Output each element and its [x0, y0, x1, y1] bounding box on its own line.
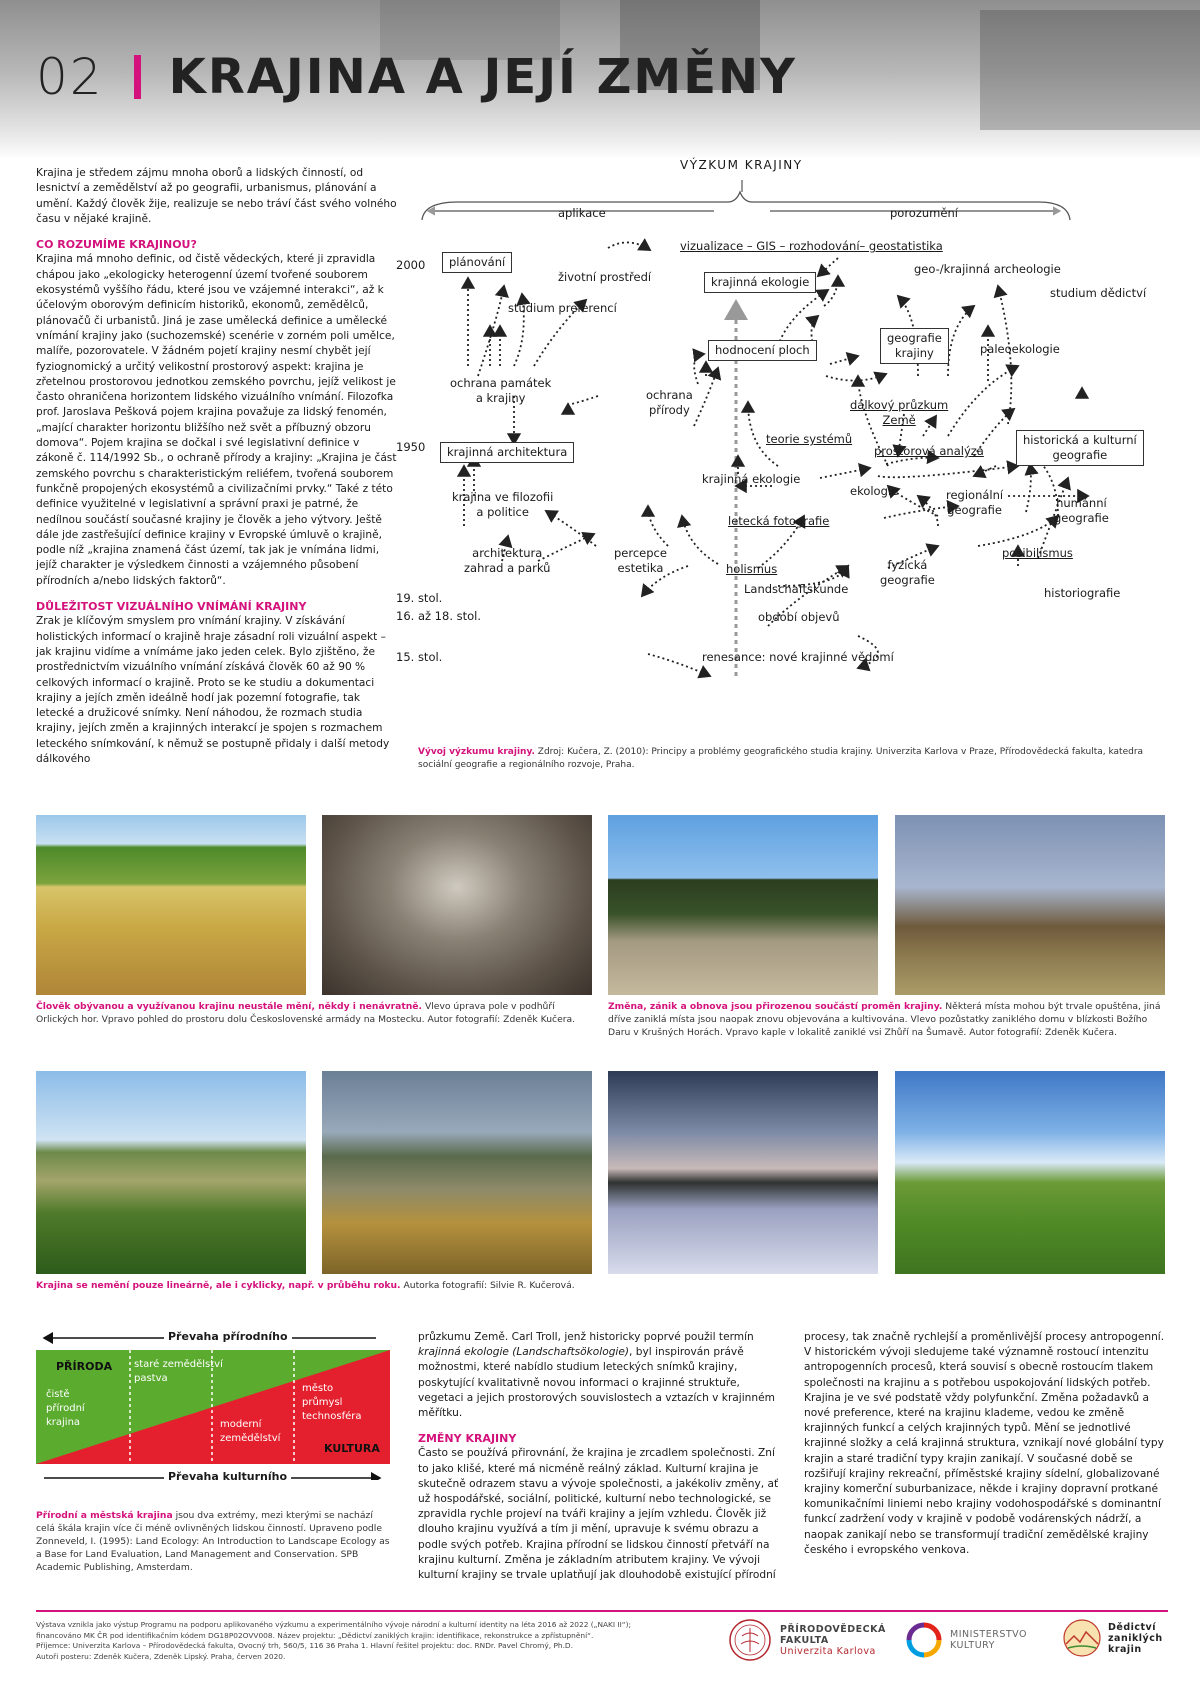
node-physical-geography-l2: geografie [880, 573, 935, 587]
node-human-geography-l2: geografie [1054, 511, 1109, 525]
nature-column-1-l1: čistě [46, 1389, 70, 1400]
project-text-l2: zaniklých [1108, 1632, 1163, 1644]
changes-paragraph: Často se používá přirovnání, že krajina je zrcadlem společnosti. Zní to jako klišé, které má nicméně reálný základ. Kulturní krajina je skutečně odrazem stavu a vývoje společnosti, a jakékoliv změny, ať už hospodářské, sociální, politické, kulturní nebo technologické, se zpravidla rychle projeví na tváři krajiny a jejím vzhledu. Člověk již dlouho krajinu využívá a tím ji mění, upravuje k svému obrazu a podle svých potřeb. Krajina přírodní se lidskou činností přetváří na krajinu kulturní. Změna je základním atributem krajiny. Ve vývoji kulturní krajiny se trvale uplatňují jak dlouhodobě existující přírodní [418, 1447, 779, 1582]
node-aerial-photo: letecká fotografie [728, 514, 830, 528]
photo-season-winter [608, 1071, 878, 1274]
research-evolution-diagram [396, 158, 1170, 746]
node-renaissance: renesance: nové krajinné vědomí [702, 650, 894, 664]
project-text-l1: Dědictví [1108, 1621, 1157, 1633]
node-regional-geography-l1: regionální [946, 488, 1004, 502]
footer-line-2: financováno MK ČR pod identifikačním kódem DG18P02OVV008. Název projektu: „Dědictví zaniklých krajin: identifikace, rekonstrukce a zpřístupnění“. [36, 1630, 594, 1640]
nature-culture-caption [36, 1509, 390, 1574]
node-historical-geography-l1: historická a kulturní [1023, 433, 1137, 447]
photo-row1-caption-left-title: Člověk obývanou a využívanou krajinu neustále mění, někdy i nenávratně. [36, 1001, 423, 1012]
diagram-title: VÝZKUM KRAJINY [680, 158, 803, 172]
troll-paragraph-a: průzkumu Země. Carl Troll, jenž historicky poprvé použil termín [418, 1331, 754, 1343]
photo-row1-caption-left-text: Vlevo úprava pole v podhůří Orlických hor. Vpravo pohled do prostoru dolu Československé armády na Mostecku. Autor fotografií: Zdeněk Kučera. [36, 1001, 576, 1025]
node-human-geography-l1: humánní [1056, 496, 1107, 510]
year-1950: 1950 [396, 440, 426, 454]
section-heading-definition: CO ROZUMÍME KRAJINOU? [36, 238, 197, 252]
faculty-text-l3: Univerzita Karlova [780, 1645, 876, 1657]
node-philosophy [452, 490, 553, 520]
nature-column-1-l2: přírodní [46, 1403, 85, 1414]
year-16-18c: 16. až 18. stol. [396, 609, 482, 623]
node-spatial-analysis: prostorová analýza [874, 444, 984, 458]
photo-chapel-zhuri [895, 815, 1165, 995]
intro-column [36, 166, 400, 777]
node-nature-protection-l1: ochrana [646, 388, 693, 402]
right-column [804, 1330, 1168, 1558]
diagram-caption-title: Vývoj výzkumu krajiny. [418, 747, 535, 757]
ministry-text-l2: KULTURY [950, 1640, 995, 1651]
nature-culture-caption-text: jsou dva extrémy, mezi kterými se nachází celá škála krajin více či méně ovlivněných lidskou činností. Upraveno podle Zonneveld, I. (1995): Land Ecology: An Introduction to Landscape Ecology as a Base for Land Evaluation, Land Management and Conservation. SPB Academic Publishing, Amsterdam. [36, 1510, 390, 1573]
node-human-geography [1054, 496, 1109, 526]
footer-divider [36, 1610, 1168, 1612]
node-paleoecology: paleoekologie [980, 342, 1060, 356]
node-physical-geography [880, 558, 935, 588]
ministry-ring-icon [906, 1622, 942, 1658]
node-systems-theory: teorie systémů [766, 432, 853, 446]
nature-column-4-l2: průmysl [302, 1397, 343, 1408]
node-possibilism: posibilismus [1002, 546, 1073, 560]
polyfunction-paragraph: Krajina je ve své podstatě vždy polyfunkční. Změna požadavků a nové preference, které na krajinu klademe, vedou ke změně krajinných funkcí a celých krajinných typů. Mění se jednotlivé krajinné složky a celá krajinná struktura, vznikají nové globální typy krajin a staré tradiční typy krajin zanikají. V současné době se rozšiřují krajiny rekreační, příměstské krajiny sídelní, globalizované krajiny komerční suburbanizace, někde i krajiny dopravní protkané komunikačními liniemi nebo krajiny vodohospodářské s dominantní funkcí zadržení vody v krajině v podobě vodárenských nádrží, a naopak zanikají nebo se transformují tradiční zemědělské krajiny českého i evropského venkova. [804, 1391, 1164, 1556]
node-garden-architecture [464, 546, 550, 576]
faculty-text-l1: PŘÍRODOVĚDECKÁ [780, 1623, 886, 1635]
intro-paragraph: Krajina je středem zájmu mnoha oborů a lidských činností, od lesnictví a zemědělství až po geografii, urbanismus, plánování a umění. Každý člověk žije, realizuje se nebo tráví část svého volného času v nějaké krajině. [36, 167, 397, 225]
node-heritage-protection-l1: ochrana památek [450, 376, 552, 390]
ministry-text [950, 1629, 1027, 1651]
nature-column-2-l2: pastva [134, 1373, 168, 1384]
nature-top-label: Převaha přírodního [164, 1330, 292, 1343]
nature-column-1-l3: krajina [46, 1417, 81, 1428]
photo-field-orlicke-hory [36, 815, 306, 995]
node-visualization: vizualizace – GIS – rozhodování– geostatistika [680, 239, 943, 253]
year-19c: 19. stol. [396, 591, 443, 605]
faculty-text [780, 1624, 886, 1657]
node-nature-protection-l2: přírody [648, 403, 690, 417]
diagram-caption [418, 746, 1170, 772]
title-divider [134, 55, 141, 99]
nature-column-1 [46, 1388, 85, 1430]
node-perception-l1: percepce [614, 546, 667, 560]
node-regional-geography [946, 488, 1003, 518]
node-landscape-geography [880, 328, 949, 364]
node-remote-sensing-l1: dálkový průzkum [850, 398, 949, 412]
nature-column-3-l2: zemědělství [220, 1433, 281, 1444]
culture-heading: KULTURA [324, 1442, 380, 1455]
photo-mine-mostecko [322, 815, 592, 995]
node-historical-geography [1016, 430, 1144, 466]
middle-column [418, 1330, 780, 1583]
photo-season-summer [36, 1071, 306, 1274]
photo-row2-caption-title: Krajina se nemění pouze lineárně, ale i cyklicky, např. v průběhu roku. [36, 1280, 401, 1291]
node-philosophy-l2: a politice [476, 505, 529, 519]
node-age-of-discovery: období objevů [758, 610, 840, 624]
node-garden-architecture-l2: zahrad a parků [464, 561, 551, 575]
node-remote-sensing-l2: Země [882, 413, 916, 427]
nature-column-2-l1: staré zemědělství [134, 1359, 223, 1370]
visual-paragraph: Zrak je klíčovým smyslem pro vnímání krajiny. V získávání holistických informací o krajině hraje zásadní roli vizuální aspekt – jak krajinu vidíme a vnímáme jako jeden celek. Bylo zjištěno, že prostřednictvím vizuálního vnímání získává člověk 60 až 90 % celkových informací o krajině. Proto se ke studiu a dokumentaci krajiny a jejích změn ideálně hodí jak pozemní fotografie, tak letecké a družicové snímky. Není náhodou, že rozmach studia krajiny, jejích změn a krajinných interakcí je spojen s rozmachem leteckého snímkování, k němuž se postupně přidaly i další metody dálkového [36, 615, 390, 765]
title-number: 02 [36, 48, 104, 106]
node-ecology: ekologie [850, 484, 899, 498]
footer-credits [36, 1620, 676, 1662]
footer-line-3: Příjemce: Univerzita Karlova – Přírodovědecká fakulta, Ovocný trh, 560/5, 116 36 Praha 1. Hlavní řešitel projektu: doc. RNDr. Pavel Chromý, Ph.D. [36, 1641, 573, 1650]
node-perception [614, 546, 667, 576]
node-philosophy-l1: krajina ve filozofii [452, 490, 554, 504]
nature-heading: PŘÍRODA [56, 1360, 113, 1373]
photo-row1-caption-right [608, 1000, 1166, 1039]
photo-season-autumn [322, 1071, 592, 1274]
nature-column-4 [302, 1382, 362, 1424]
page-title [36, 48, 797, 106]
node-heritage-protection-l2: a krajiny [475, 391, 526, 405]
header-photo-wall [980, 10, 1200, 130]
year-2000: 2000 [396, 258, 426, 272]
node-physical-geography-l1: fyzická [887, 558, 928, 572]
node-landscape-architecture: krajinná architektura [440, 442, 574, 463]
project-text [1108, 1622, 1163, 1655]
nature-column-4-l3: technosféra [302, 1411, 362, 1422]
processes-paragraph: procesy, tak značně rychlejší a proměnlivější procesy antropogenní. V historickém vývoji sledujeme také významně rostoucí intenzitu antropogenních procesů, která souvisí s obecně rostoucím tlakem společnosti na krajinu a s potřebou uspokojování lidských potřeb. [804, 1331, 1165, 1389]
logo-project [1062, 1618, 1163, 1658]
footer-line-1: Výstava vznikla jako výstup Programu na podporu aplikovaného výzkumu a experimentálního vývoje národní a kulturní identity na léta 2016 až 2022 („NAKI II“); [36, 1620, 631, 1629]
troll-paragraph [418, 1330, 780, 1421]
node-landscape-ecology-top: krajinná ekologie [704, 272, 816, 293]
project-text-l3: krajin [1108, 1643, 1142, 1655]
node-regional-geography-l2: geografie [947, 503, 1002, 517]
node-heritage-protection [450, 376, 551, 406]
brace-label-applications: aplikace [558, 206, 606, 220]
year-15c: 15. stol. [396, 650, 443, 664]
node-perception-l2: estetika [617, 561, 664, 575]
node-land-evaluation: hodnocení ploch [708, 340, 817, 361]
nature-column-3-l1: moderní [220, 1419, 262, 1430]
node-planning: plánování [442, 252, 512, 273]
node-environment: životní prostředí [558, 270, 652, 284]
troll-paragraph-term: krajinná ekologie (Landschaftsökologie) [418, 1346, 630, 1359]
node-historiography: historiografie [1044, 586, 1121, 600]
photo-row1-caption-right-title: Změna, zánik a obnova jsou přirozenou součástí proměn krajiny. [608, 1001, 943, 1012]
faculty-text-l2: FAKULTA [780, 1634, 829, 1646]
node-garden-architecture-l1: architektura [472, 546, 543, 560]
ministry-text-l1: MINISTERSTVO [950, 1629, 1027, 1640]
definition-paragraph: Krajina má mnoho definic, od čistě vědeckých, které ji zpravidla chápou jako „ekologicky heterogenní území tvořené souborem ekosystémů vyššího řádu, které jsou ve vzájemné interakci“, až k účelovým oborovým definicím historiků, ekonomů, zemědělců, plánovačů či urbanistů. Jiná je zase umělecká definice a umělecké vnímání krajiny jako (suchozemské) scenérie v zorném poli umělce, malíře, pozorovatele. V žádném pojetí krajiny nesmí chybět její fyziognomický a určitý velikostní prostorový aspekt: krajina je zřetelnou prostorovou jednotkou zemského povrchu, jejíž velikost je často ohraničena horizontem lidského vizuálního vnímání. Filozofka prof. Jaroslava Pešková pojem krajina považuje za lidský fenomén, „mající charakter horizontu bližšího než svět a příbuzný obzoru domova“. Pojem krajina se dočkal i své legislativní definice v zákoně č. 114/1992 Sb., o ochraně přírody a krajiny: „Krajina je část zemského povrchu s charakteristickým reliéfem, tvořená souborem funkčně propojených ekosystémů a civilizačními prvky.“ Také z této definice využitelné v legislativní a správní praxi je patrné, že nedílnou součástí současné krajiny je člověk a jeho výtvory. Ještě dále jde zastřešující definice krajiny v Evropské úmluvě o krajině, podle níž „krajina znamená část území, tak jak je vnímána lidmi, jejíž charakter je výsledkem činnosti a vzájemného působení přírodních a/nebo lidských faktorů“. [36, 253, 397, 587]
title-text: KRAJINA A JEJÍ ZMĚNY [168, 49, 797, 105]
nature-culture-caption-title: Přírodní a městská krajina [36, 1510, 173, 1521]
project-landscape-icon [1062, 1618, 1102, 1658]
brace-curve [422, 192, 1070, 220]
node-holism: holismus [726, 562, 778, 576]
diagram-caption-text: Zdroj: Kučera, Z. (2010): Principy a problémy geografického studia krajiny. Univerzita Karlova v Praze, Přírodovědecká fakulta, katedra sociální geografie a regionálního rozvoje, Praha. [418, 747, 1144, 770]
node-landscape-geography-l1: geografie [887, 331, 942, 345]
photo-row1-caption-right-text: Některá místa mohou být trvale opuštěna, jiná dříve zaniklá místa jsou naopak znovu objevována a kultivována. Vlevo pozůstatky zaniklého domu v blízkosti Božího Daru v Krušných Horách. Vpravo kaple v lokalitě zaniklé vsi Zhůří na Šumavě. Autor fotografií: Zdeněk Kučera. [608, 1001, 1161, 1038]
logo-ministry [906, 1622, 1027, 1658]
brace-label-understanding: porozumění [890, 206, 958, 220]
node-preference-study: studium preferencí [508, 301, 617, 315]
node-landscape-ecology-mid: krajinná ekologie [702, 472, 801, 486]
nature-column-2 [134, 1358, 223, 1386]
photo-row1-caption-left [36, 1000, 592, 1026]
section-heading-visual: DŮLEŽITOST VIZUÁLNÍHO VNÍMÁNÍ KRAJINY [36, 600, 307, 614]
node-landschaftskunde: Landschaftskunde [744, 582, 849, 596]
photo-season-spring [895, 1071, 1165, 1274]
photo-ruin-bozi-dar [608, 815, 878, 995]
photo-row2-caption-text: Autorka fotografií: Silvie R. Kučerová. [400, 1280, 575, 1291]
footer-line-4: Autoři posteru: Zdeněk Kučera, Zdeněk Lipský. Praha, červen 2020. [36, 1651, 286, 1661]
photo-row2-caption [36, 1279, 836, 1292]
faculty-seal-icon [728, 1618, 772, 1662]
nature-culture-diagram [36, 1330, 390, 1483]
logo-faculty [728, 1618, 886, 1662]
nature-column-3 [220, 1418, 280, 1446]
node-geoarchaeology: geo-/krajinná archeologie [914, 262, 1061, 276]
node-historical-geography-l2: geografie [1052, 448, 1108, 462]
troll-paragraph-b: , byl inspirován právě možnostmi, které nabídlo studium leteckých snímků krajiny, poskytující kvalitativně novou informaci o krajinné struktuře, vegetaci a jejich prostorových souvislostech a vztazích v krajinném měřítku. [418, 1346, 775, 1420]
node-landscape-geography-l2: krajiny [894, 346, 934, 360]
node-remote-sensing [850, 398, 948, 428]
node-nature-protection [646, 388, 693, 418]
nature-column-4-l1: město [302, 1383, 334, 1394]
header-banner [0, 0, 1200, 160]
culture-bottom-label: Převaha kulturního [164, 1470, 291, 1483]
node-heritage-study: studium dědictví [1050, 286, 1147, 300]
section-heading-changes: ZMĚNY KRAJINY [418, 1432, 517, 1446]
